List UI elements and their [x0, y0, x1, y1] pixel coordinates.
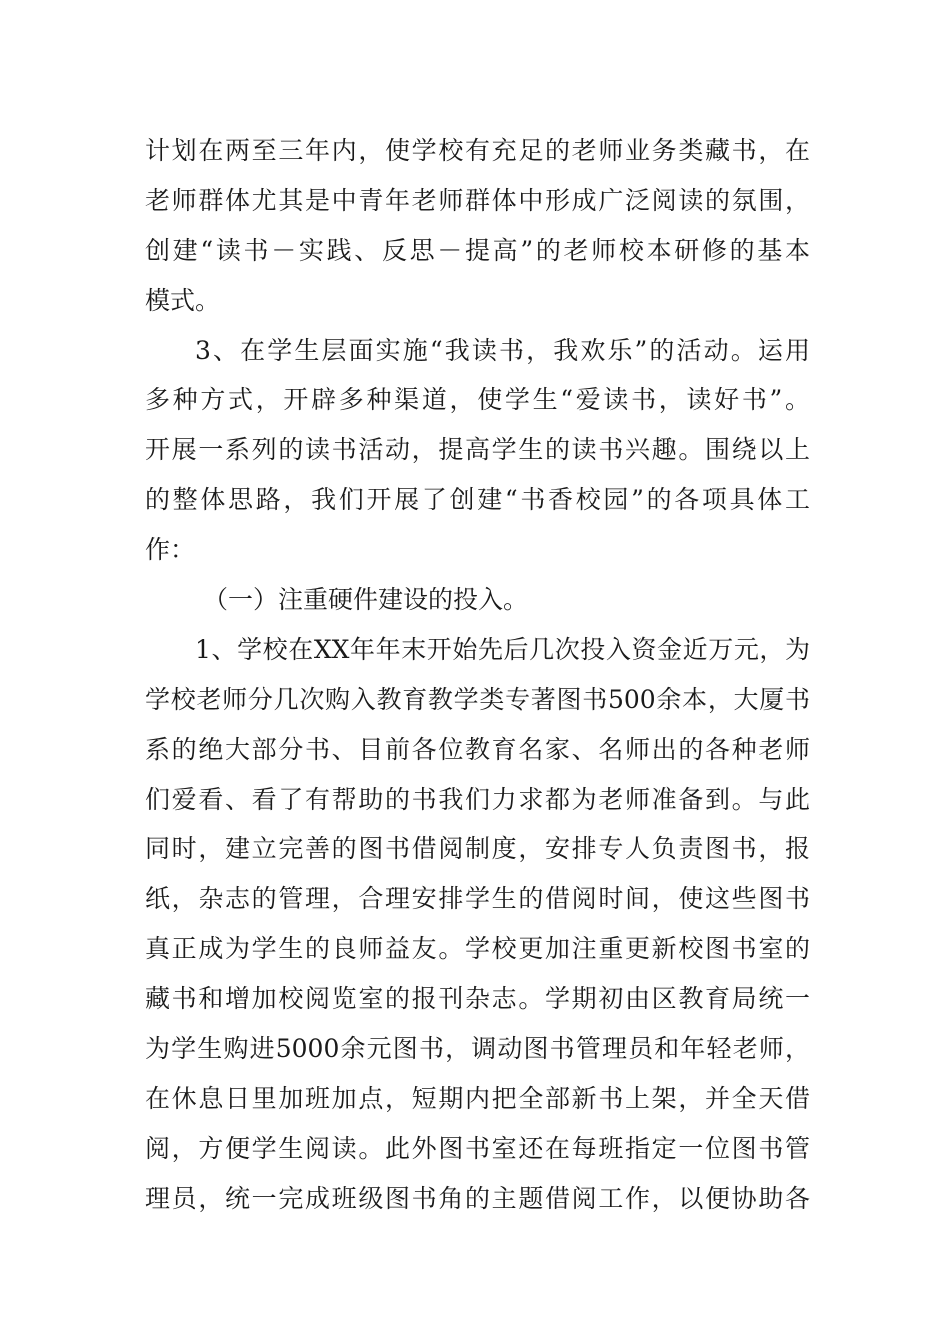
text-line: 阅，方便学生阅读。此外图书室还在每班指定一位图书管 — [145, 1133, 810, 1163]
text-line: 多种方式，开辟多种渠道，使学生“爱读书，读好书”。 — [145, 385, 810, 415]
body-text — [145, 126, 810, 1224]
text-line: 老师群体尤其是中青年老师群体中形成广泛阅读的氛围， — [145, 185, 810, 215]
text-line: 理员，统一完成班级图书角的主题借阅工作，以便协助各 — [145, 1183, 810, 1213]
text-line: 为学生购进5000余元图书，调动图书管理员和年轻老师， — [145, 1034, 810, 1064]
text-line: 的整体思路，我们开展了创建“书香校园”的各项具体工 — [145, 485, 810, 515]
text-line: 系的绝大部分书、目前各位教育名家、名师出的各种老师 — [145, 734, 810, 764]
text-line: 们爱看、看了有帮助的书我们力求都为老师准备到。与此 — [145, 784, 810, 814]
text-line: 模式。 — [145, 285, 221, 315]
text-line: 在休息日里加班加点，短期内把全部新书上架，并全天借 — [145, 1083, 810, 1113]
text-line: 纸，杂志的管理，合理安排学生的借阅时间，使这些图书 — [145, 884, 810, 914]
text-line: 1、学校在XX年年末开始先后几次投入资金近万元，为 — [195, 634, 810, 664]
text-line: 开展一系列的读书活动，提高学生的读书兴趣。围绕以上 — [145, 435, 810, 465]
text-line: 真正成为学生的良师益友。学校更加注重更新校图书室的 — [145, 934, 810, 964]
text-line: 藏书和增加校阅览室的报刊杂志。学期初由区教育局统一 — [145, 984, 810, 1014]
text-line: 同时，建立完善的图书借阅制度，安排专人负责图书，报 — [145, 834, 810, 864]
text-line: 计划在两至三年内，使学校有充足的老师业务类藏书，在 — [145, 136, 810, 165]
text-line: 作： — [145, 535, 196, 565]
text-line: 学校老师分几次购入教育教学类专著图书500余本，大厦书 — [145, 684, 810, 714]
text-line: 3、在学生层面实施“我读书，我欢乐”的活动。运用 — [195, 335, 810, 365]
text-line: 创建“读书－实践、反思－提高”的老师校本研修的基本 — [145, 235, 810, 265]
section-heading: （一）注重硬件建设的投入。 — [203, 585, 529, 615]
